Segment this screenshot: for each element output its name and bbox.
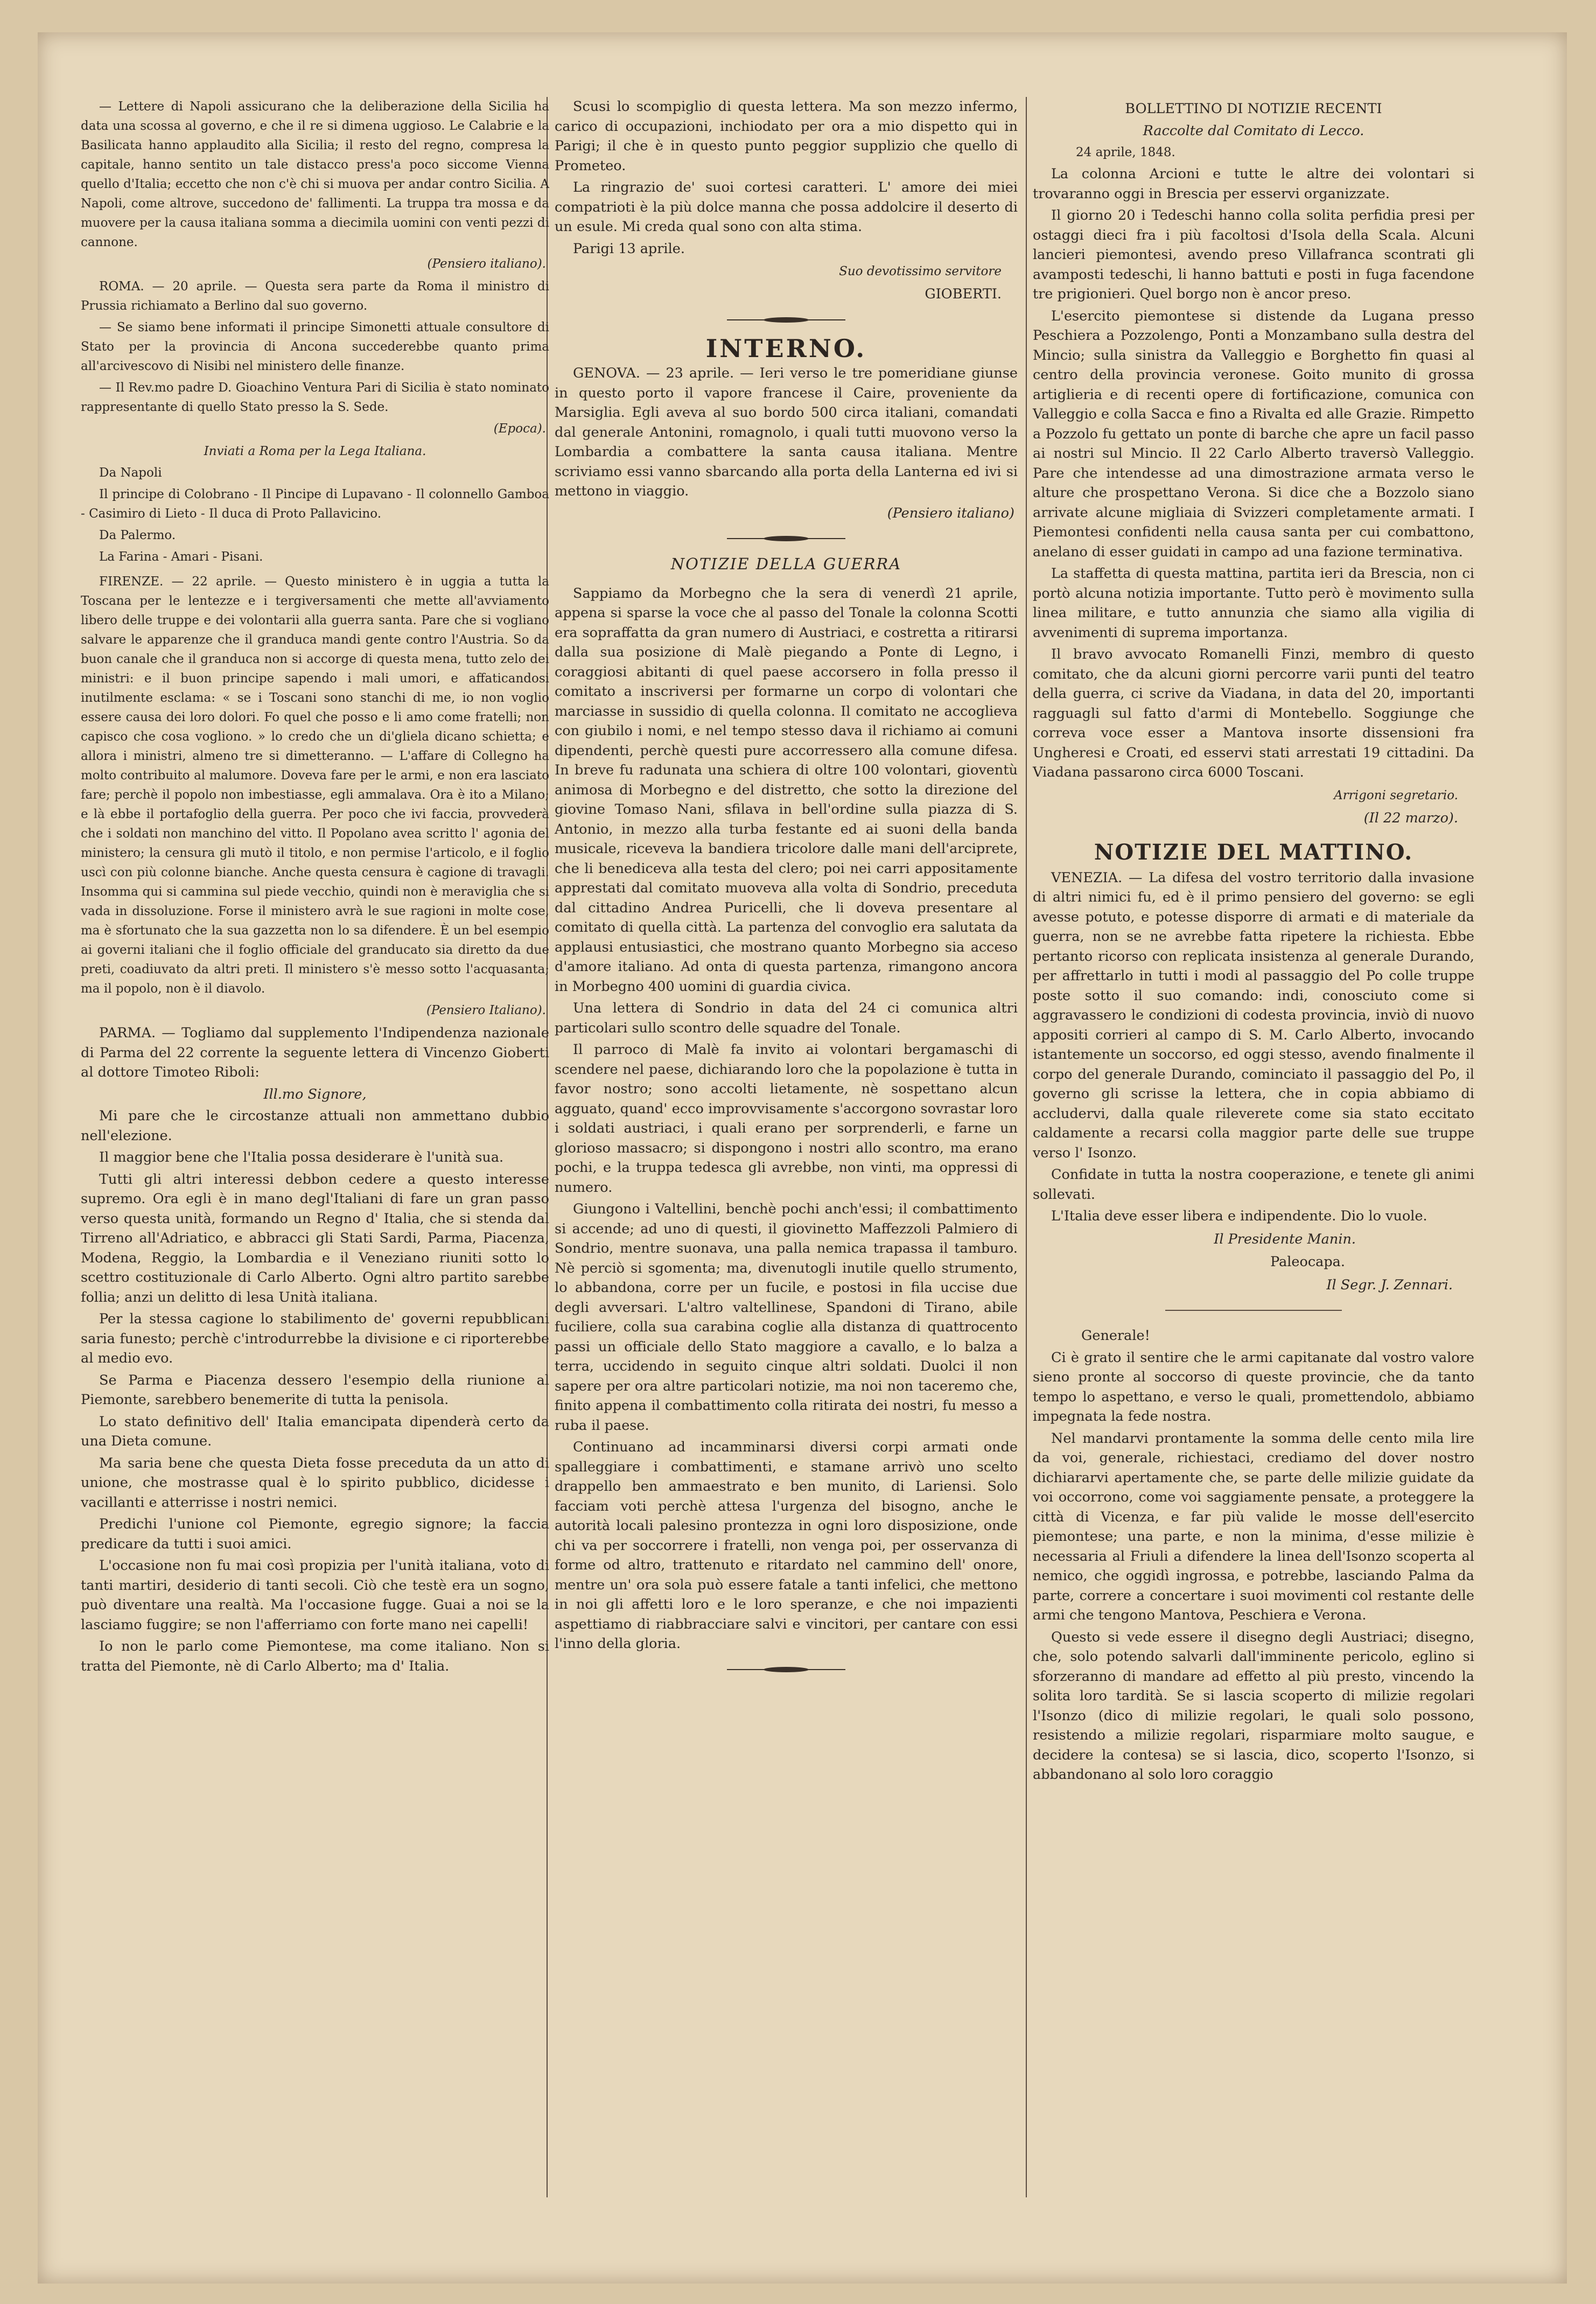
letter-paragraph: La ringrazio de' suoi cortesi caratteri. L' amore dei miei compatrioti è la più dolce manna che possa addolcire il deserto di un esule. Mi creda qual sono con alta stima. [555, 179, 1018, 235]
venezia-paragraph: Confidate in tutta la nostra cooperazione, e tenete gli animi sollevati. [1033, 1167, 1474, 1203]
bulletin-signature: Arrigoni segretario. [1334, 788, 1458, 802]
letter-paragraph: Per la stessa cagione lo stabilimento de' governi repubblicani saria funesto; perchè c'introdurrebbe la divisione e ci riporterebbe al medio evo. [81, 1311, 549, 1366]
newspaper-page [38, 32, 1567, 2284]
bulletin-paragraph: L'esercito piemontese si distende da Lugana presso Peschiera a Pozzolengo, Ponti a Monzambano sulla destra del Mincio; sulla sinistra da Valleggio e Borghetto fin quasi al centro della provincia veronese. Goito munito di grossa artiglieria e di recenti opere di fortificazione, comunica con Valleggio e colla Sacca e fino a Rivalta ed alle Grazie. Rimpetto a Pozzolo fu gettato un ponte di barche che apre un facil passo ai nostri sul Mincio. Il 22 Carlo Alberto traversò Valleggio. Pare che intendesse ad una dimostrazione armata verso le alture che prospettano Verona. Si dice che a Bozzolo siano arrivate alcune migliaia di Svizzeri completamente armati. I Piemontesi confidenti nella causa santa per cui combattono, anelano di esser guidati in campo ad una fazione terminativa. [1033, 308, 1474, 560]
bollettino-date: 24 aprile, 1848. [1076, 145, 1175, 159]
simonetti-paragraph: — Se siamo bene informati il principe Simonetti attuale consultore di Stato per la provincia di Ancona succederebbe quanto prima all'arcivescovo di Nisibi nel ministero delle finanze. [81, 320, 549, 373]
bulletin-source: (Il 22 marzo). [1363, 809, 1458, 826]
da-napoli-label: Da Napoli [99, 466, 162, 480]
roma-paragraph: ROMA. — 20 aprile. — Questa sera parte da Roma il ministro di Prussia richiamato a Berlino dal suo governo. [81, 280, 549, 313]
letter-paragraph: Scusi lo scompiglio di questa lettera. Ma son mezzo infermo, carico di occupazioni, inchiodato per ora a mio dispetto qui in Parigi; il che è in questo punto peggior supplizio che quello di Prometeo. [555, 99, 1018, 174]
generale-paragraph: Ci è grato il sentire che le armi capitanate dal vostro valore sieno pronte al soccorso di queste provincie, che da tanto tempo lo aspettano, e verso le quali, promettendolo, abbiamo impegnata la fede nostra. [1033, 1349, 1474, 1425]
letter-paragraph: Lo stato definitivo dell' Italia emancipata dipenderà certo da una Dieta comune. [81, 1413, 549, 1449]
war-paragraph: Giungono i Valtellini, benchè pochi anch'essi; il combattimento si accende; ad uno di questi, il giovinetto Maffezzoli Palmiero di Sondrio, mentre suonava, una palla nemica trapassa il tamburo. Nè perciò si sgomenta; ma, divenutogli inutile quello strumento, lo abbandona, corre per un fucile, e postosi in fila uccise due degli avversari. L'altro valtellinese, Spandoni di Tirano, abile fuciliere, colla sua carabina coglie alla distanza di quattrocento passi un officiale dello Stato maggiore a cavallo, e lo balza a terra, uccidendo in seguito cinque altri soldati. Duolci il non sapere per ora altre particolari notizie, ma noi non taceremo che, finito appena il combattimento colla ritirata dei nostri, fu messo a ruba il paese. [555, 1201, 1018, 1434]
letter-dateline: Parigi 13 aprile. [573, 240, 685, 257]
napoli-envoys: Il principe di Colobrano - Il Pincipe di Lupavano - Il colonnello Gamboa - Casimiro di Lieto - Il duca di Proto Pallavicino. [81, 487, 549, 521]
paleocapa-signature: Paleocapa. [1270, 1254, 1345, 1270]
bulletin-paragraph: La colonna Arcioni e tutte le altre dei volontari si trovaranno oggi in Brescia per esservi organizzate. [1033, 166, 1474, 202]
bollettino-subheading: Raccolte dal Comitato di Lecco. [1143, 122, 1364, 139]
venezia-paragraph: L'Italia deve esser libera e indipendente. Dio lo vuole. [1051, 1208, 1427, 1224]
letter-paragraph: L'occasione non fu mai così propizia per l'unità italiana, voto di tanti martiri, desiderio di tanti secoli. Ciò che testè era un sogno, può diventare una realtà. Ma l'occasione fugge. Guai a noi se la lasciamo fuggire; se non l'afferriamo con forte mano nei capelli! [81, 1558, 549, 1633]
letter-paragraph: Tutti gli altri interessi debbon cedere a questo interesse supremo. Ora egli è in mano degl'Italiani di fare un gran passo verso questa unità, formando un Regno d' Italia, che si stenda dal Tirreno all'Adriatico, e abbracci gli Stati Sardi, Parma, Piacenza, Modena, Reggio, la Lombardia e il Veneziano riuniti sotto lo scettro costituzionale di Carlo Alberto. Ogni altro partito sarebbe follia; anzi un delitto di lesa Unità italiana. [81, 1171, 549, 1305]
letter-salutation: Ill.mo Signore, [263, 1086, 367, 1102]
bulletin-paragraph: Il bravo avvocato Romanelli Finzi, membro di questo comitato, che da alcuni giorni percorre varii punti del teatro della guerra, ci scrive da Viadana, in data del 20, importanti ragguagli sul fatto d'armi di Montebello. Soggiunge che correva voce esser a Mantova insorte dissensioni fra Ungheresi e Croati, ed esservi stati arrestati 19 cittadini. Da Viadana passarono circa 6000 Toscani. [1033, 646, 1474, 780]
source-credit: (Epoca). [493, 422, 546, 436]
genova-paragraph: GENOVA. — 23 aprile. — Ieri verso le tre pomeridiane giunse in questo porto il vapore francese il Caire, proveniente da Marsiglia. Egli aveva al suo bordo 500 circa italiani, comandati dal generale Antonini, romagnolo, i quali tutti muovono verso la Lombardia a combattere la santa causa italiana. Mentre scriviamo essi vanno sbarcando alla porta della Lanterna ed ivi si mettono in viaggio. [555, 365, 1018, 499]
section-rule [1165, 1310, 1342, 1311]
venezia-paragraph: VENEZIA. — La difesa del vostro territorio dalla invasione di altri nimici fu, ed è il primo pensiero del governo: se egli avesse potuto, e potesse disporre di armati e di materiale da guerra, non se ne avrebbe fatta ripetere la richiesta. Ebbe pertanto ricorso con replicata insistenza al generale Durando, per affrettarlo in tutti i modi al passaggio del Po colle truppe poste sotto il suo comando: indi, conosciuto come si aggravassero le condizioni di codesta provincia, inviò di nuovo appositi corrieri al campo di S. M. Carlo Alberto, invocando istantemente un soccorso, ed oggi stesso, avendo finalmente il corpo del generale Durando, cominciato il passaggio del Po, il governo gli scrisse la lettera, che in copia abbiamo di accludervi, dalla quale rileverete come sia stato eccitato caldamente a recarsi colla maggior parte delle sue truppe verso l' Isonzo. [1033, 869, 1474, 1161]
source-credit: (Pensiero italiano). [427, 257, 546, 271]
ornament-divider [727, 1666, 845, 1673]
column-middle [555, 97, 1018, 1685]
column-right [1033, 97, 1474, 1787]
source-credit: (Pensiero Italiano). [426, 1003, 546, 1017]
war-paragraph: Il parroco di Malè fa invito ai volontari bergamaschi di scendere nel paese, dichiarando loro che la popolazione è tutta in favor nostro; sono accolti lietamente, nè sospettano alcun agguato, quand' ecco improvvisamente s'accorgono sovrastar loro i soldati austriaci, i quali erano per sorprenderli, e farne un glorioso massacro; si dispongono i nostri allo scontro, ma erano pochi, e la truppa tedesca gli avrebbe, non vinti, ma oppressi di numero. [555, 1042, 1018, 1196]
da-palermo-label: Da Palermo. [99, 528, 176, 542]
letter-signature: GIOBERTI. [925, 286, 1002, 302]
letter-closing: Suo devotissimo servitore [839, 264, 1002, 278]
segretario-signature: Il Segr. J. Zennari. [1326, 1276, 1453, 1293]
ornament-divider [727, 316, 845, 324]
presidente-signature: Il Presidente Manin. [1214, 1231, 1356, 1247]
letter-paragraph: Il maggior bene che l'Italia possa desiderare è l'unità sua. [99, 1149, 504, 1165]
bollettino-heading: BOLLETTINO DI NOTIZIE RECENTI [1125, 101, 1382, 117]
napoli-paragraph: — Lettere di Napoli assicurano che la deliberazione della Sicilia ha data una scossa al governo, e che il re si dimena uggioso. Le Calabrie e la Basilicata hanno applaudito alla Sicilia; il resto del regno, compresa la capitale, hanno sentito un tale distacco press'a poco siccome Vienna quello d'Italia; eccetto che non c'è chi si muova per andar contro Sicilia. A Napoli, come altrove, succedono de' fallimenti. La truppa tra mossa e da muovere per la causa italiana somma a diecimila uomini con venti pezzi di cannone. [81, 100, 549, 249]
palermo-envoys: La Farina - Amari - Pisani. [99, 550, 263, 564]
bulletin-paragraph: La staffetta di questa mattina, partita ieri da Brescia, non ci portò alcuna notizia importante. Tutto però è movimento sulla linea militare, e tutto annunzia che siamo alla vigilia di avvenimenti di suprema importanza. [1033, 565, 1474, 641]
generale-paragraph: Nel mandarvi prontamente la somma delle cento mila lire da voi, generale, richiestaci, crediamo del dover nostro dichiararvi apertamente che, se parte delle milizie guidate da voi occorrono, come voi saggiamente pensate, a proteggere la città di Vicenza, e far più valide le mosse dell'esercito piemontese; una parte, e non la minima, d'esse milizie è necessaria al Friuli a difendere la linea dell'Isonzo scoperta al nemico, che oggidì ingrossa, e potrebbe, lasciando Palma da parte, correre a concertare i suoi movimenti col restante delle armi che tengono Mantova, Peschiera e Verona. [1033, 1430, 1474, 1623]
generale-salutation: Generale! [1081, 1328, 1150, 1344]
letter-paragraph: Mi pare che le circostanze attuali non ammettano dubbio nell'elezione. [81, 1108, 549, 1144]
column-left [81, 97, 549, 1678]
generale-paragraph: Questo si vede essere il disegno degli Austriaci; disegno, che, solo potendo salvarli dall'imminente pericolo, eglino si sforzeranno di mandare ad effetto al più presto, vincendo la solita loro tardità. Se si lascia scoperto di milizie regolari l'Isonzo (dico di milizie regolari, le quali solo possono, resistendo a milizie regolari, risparmiare molto saugue, e decidere la contesa) se si lascia, dico, scoperto l'Isonzo, si abbandonano al solo loro coraggio [1033, 1629, 1474, 1783]
letter-paragraph: Ma saria bene che questa Dieta fosse preceduta da un atto di unione, che mostrasse qual è lo spirito pubblico, dicidesse i vacillanti e atterrisse i nostri nemici. [81, 1455, 549, 1511]
war-paragraph: Una lettera di Sondrio in data del 24 ci comunica altri particolari sullo scontro delle squadre del Tonale. [555, 1000, 1018, 1036]
notizie-guerra-heading: NOTIZIE DELLA GUERRA [670, 555, 902, 573]
war-paragraph: Sappiamo da Morbegno che la sera di venerdì 21 aprile, appena si sparse la voce che al passo del Tonale la colonna Scotti era sopraffatta da gran numero di Austriaci, e costretta a ritirarsi dalla sua posizione di Malè piegando a Ponte di Legno, i coraggiosi abitanti di quel paese accorsero in folla presso il comitato a inscriversi per formarne un corpo di volontari che marciasse in sussidio di quella colonna. Il comitato ne accoglieva con giubilo i nomi, e nel tempo stesso dava il richiamo ai comuni dipendenti, perchè questi pure accorressero alla comune difesa. In breve fu radunata una schiera di oltre 100 volontari, gioventù animosa di Morbegno e del distretto, che sotto la direzione del giovine Tomaso Nani, sfilava in bell'ordine sulla piazza di S. Antonio, in mezzo alla turba festante ed ai suoni della banda musicale, riceveva la bandiera tricolore dalle mani dell'arciprete, che li benediceva alla testa del clero; poi nei carri appositamente apprestati dal comitato muoveva alla volta di Sondrio, preceduta dal cittadino Andrea Puricelli, che li doveva presentare al comitato di quella città. La partenza del convoglio era salutata da applausi entusiastici, che mostrano quanto Morbegno sia acceso d'amore italiano. Ad onta di questa partenza, rimangono ancora in Morbegno 400 uomini di guardia civica. [555, 585, 1018, 995]
source-credit: (Pensiero italiano) [887, 505, 1014, 521]
notizie-mattino-heading: NOTIZIE DEL MATTINO. [1094, 840, 1413, 865]
letter-paragraph: Predichi l'unione col Piemonte, egregio signore; la faccia predicare da tutti i suoi amici. [81, 1516, 549, 1552]
column-rule [1026, 97, 1027, 2197]
ornament-divider [727, 535, 845, 542]
parma-paragraph: PARMA. — Togliamo dal supplemento l'Indipendenza nazionale di Parma del 22 corrente la seguente lettera di Vincenzo Gioberti al dottore Timoteo Riboli: [81, 1025, 549, 1080]
bulletin-paragraph: Il giorno 20 i Tedeschi hanno colla solita perfidia presi per ostaggi dieci fra i più facoltosi d'Isola della Scala. Alcuni lancieri piemontesi, avendo preso Villafranca scontrati gli avamposti tedeschi, li hanno battuti e posti in fuga facendone tre prigionieri. Quel borgo non è ancor preso. [1033, 207, 1474, 302]
firenze-paragraph: FIRENZE. — 22 aprile. — Questo ministero è in uggia a tutta la Toscana per le lentezze e i tergiversamenti che mette all'avviamento libero delle truppe e dei volontarii alla guerra santa. Pare che si vogliano salvare le apparenze che il granduca mandi gente contro l'Austria. So da buon canale che il granduca non si accorge di questa mena, tutto zelo dei ministri: e il buon principe sapendo i mali umori, e affaticandosi inutilmente esclama: « se i Toscani sono stanchi di me, io non voglio essere causa dei loro dolori. Fo quel che posso e li amo come fratelli; non capisco che cosa vogliono. » lo credo che un di'gliela dicano schietta; e allora i ministri, almeno tre si dimetteranno. — L'affare di Collegno ha molto contribuito al malumore. Doveva fare per le armi, e non era lasciato fare; perchè il popolo non imbestiasse, egli ammalava. Ora è ito a Milano; e là ebbe il portafoglio della guerra. Per poco che ivi faccia, provvederà che i soldati non manchino del vitto. Il Popolano avea scritto l' agonia del ministero; la censura gli mutò il titolo, e non permise l'articolo, e il foglio uscì con più colonne bianche. Anche questa censura è cagione di travagli. Insomma qui si cammina sul piede vecchio, quindi non è meraviglia che si vada in dissoluzione. Forse il ministero avrà le sue ragioni in molte cose, ma è sfortunato che la sua gazzetta non lo sa difendere. È un bel esempio ai governi italiani che il foglio officiale del granducato sia diretto da due preti, coadiuvato da altri preti. Il ministero s'è messo sotto l'acquasanta; ma il popolo, non è il diavolo. [81, 575, 549, 996]
interno-heading: INTERNO. [705, 333, 867, 363]
letter-paragraph: Se Parma e Piacenza dessero l'esempio della riunione al Piemonte, sarebbero benemerite di tutta la penisola. [81, 1372, 549, 1408]
inviati-heading: Inviati a Roma per la Lega Italiana. [204, 444, 426, 458]
ventura-paragraph: — Il Rev.mo padre D. Gioachino Ventura Pari di Sicilia è stato nominato rappresentante di quello Stato presso la S. Sede. [81, 381, 549, 414]
war-paragraph: Continuano ad incamminarsi diversi corpi armati onde spalleggiare i combattimenti, e stamane arrivò uno scelto drappello ben ammaestrato e ben munito, di Lariensi. Solo facciam voti perchè attesa l'urgenza del bisogno, anche le autorità locali palesino prontezza in ogni loro disposizione, onde chi va per soccorrere i fratelli, non venga poi, per osservanza di forme od altro, trattenuto e ritardato nel cammino dell' onore, mentre un' ora sola può essere fatale a tanti infelici, che mettono in noi gli affetti loro e le loro speranze, e che noi impazienti aspettiamo di riabbracciare salvi e vincitori, per cantare con essi l'inno della gloria. [555, 1439, 1018, 1652]
letter-paragraph: Io non le parlo come Piemontese, ma come italiano. Non si tratta del Piemonte, nè di Carlo Alberto; ma d' Italia. [81, 1638, 549, 1674]
